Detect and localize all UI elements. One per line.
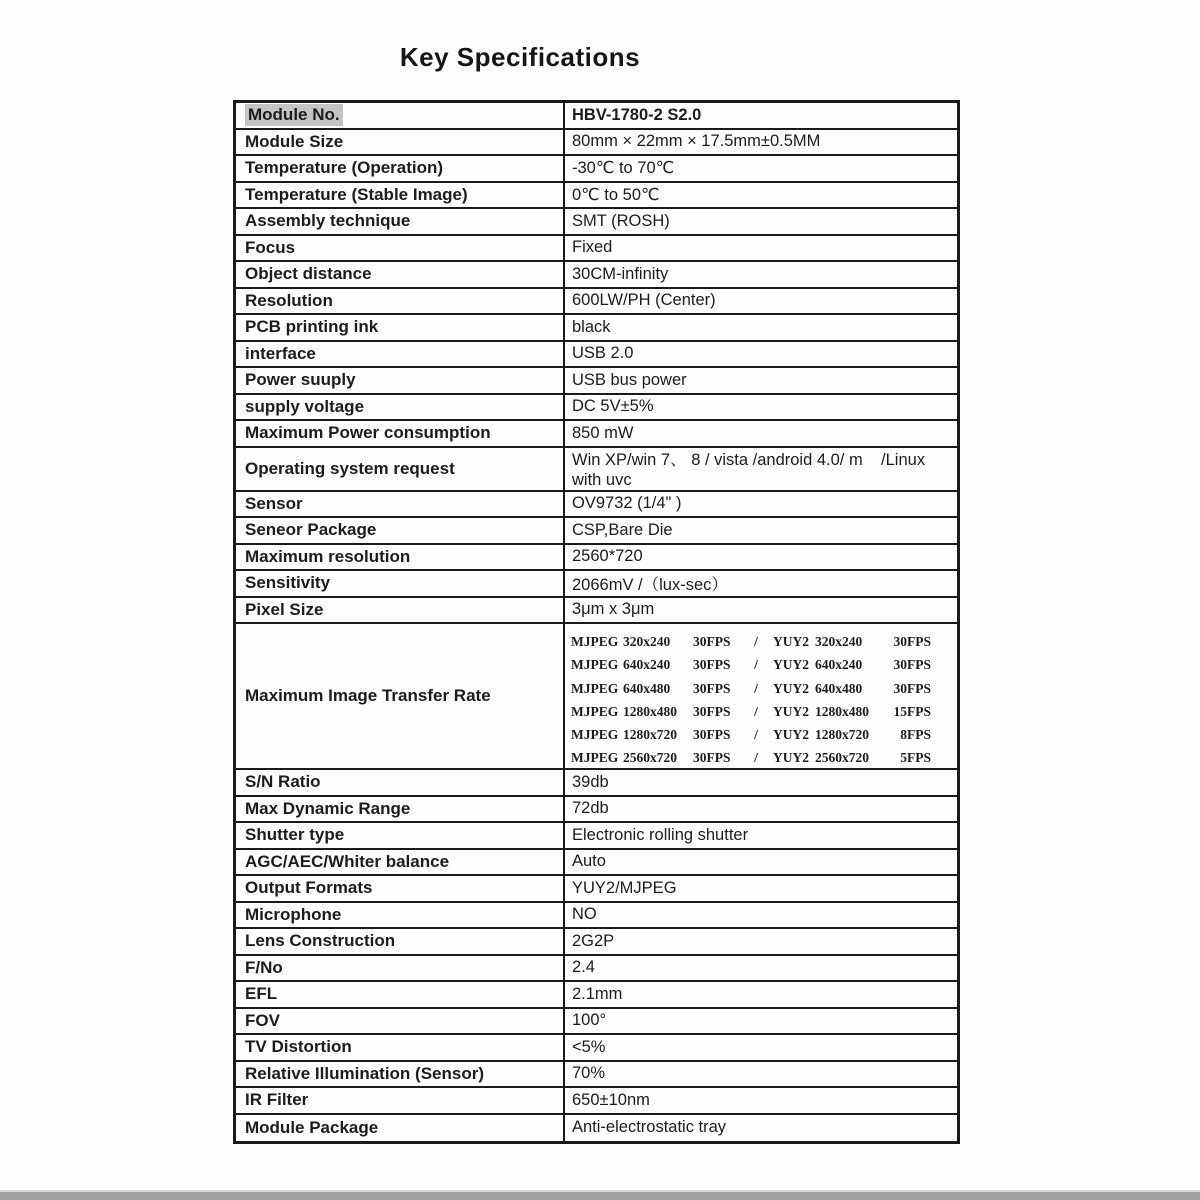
fps-2: 30FPS <box>893 634 931 649</box>
spec-label: Module Size <box>236 130 565 155</box>
resolution-2: 1280x720 <box>815 727 869 743</box>
resolution-2: 1280x480 <box>815 703 869 719</box>
spec-label: PCB printing ink <box>236 315 565 340</box>
spec-value: NO <box>572 905 597 924</box>
spec-value: HBV-1780-2 S2.0 <box>572 105 702 124</box>
spec-value: 39db <box>572 772 609 791</box>
spec-value: YUY2/MJPEG <box>572 878 677 897</box>
spec-label: Maximum resolution <box>236 545 565 570</box>
resolution-1: 2560x720 <box>623 750 677 766</box>
resolution-2: 640x240 <box>815 657 863 673</box>
resolution-1: 1280x480 <box>623 703 677 719</box>
spec-label: Max Dynamic Range <box>236 797 565 822</box>
spec-row-temp-stable <box>236 183 957 210</box>
spec-value: OV9732 (1/4" ) <box>572 494 682 513</box>
format-2: YUY2 <box>773 634 809 649</box>
spec-label: Temperature (Operation) <box>236 156 565 181</box>
spec-value: Fixed <box>572 238 613 257</box>
spec-label: Sensitivity <box>236 571 565 596</box>
spec-value: 30CM-infinity <box>572 264 669 283</box>
spec-value: USB 2.0 <box>572 344 634 363</box>
spec-label: Pixel Size <box>236 598 565 623</box>
format-2: YUY2 <box>773 727 809 743</box>
spec-value: 2.1mm <box>572 984 623 1003</box>
spec-value: SMT (ROSH) <box>572 211 670 230</box>
spec-row-pixel-size <box>236 598 957 625</box>
spec-label: Object distance <box>236 262 565 287</box>
resolution-1: 640x240 <box>623 657 671 673</box>
spec-label: Resolution <box>236 289 565 314</box>
spec-label: Microphone <box>236 903 565 928</box>
resolution-2: 2560x720 <box>815 750 869 766</box>
spec-value: 650±10nm <box>572 1090 650 1109</box>
spec-value: 100° <box>572 1011 607 1030</box>
fps-1: 30FPS <box>693 750 731 766</box>
separator: / <box>754 727 758 743</box>
resolution-1: 640x480 <box>623 680 671 696</box>
format-1: MJPEG <box>571 680 619 696</box>
spec-row-resolution <box>236 289 957 316</box>
fps-1: 30FPS <box>693 657 731 673</box>
fps-2: 5FPS <box>900 750 931 766</box>
spec-value: DC 5V±5% <box>572 397 654 416</box>
spec-label: Seneor Package <box>236 518 565 543</box>
rate-line <box>571 700 953 723</box>
resolution-1: 1280x720 <box>623 727 677 743</box>
spec-row-assembly <box>236 209 957 236</box>
spec-label: EFL <box>236 982 565 1007</box>
spec-row-supply-voltage <box>236 395 957 422</box>
spec-label: TV Distortion <box>236 1035 565 1060</box>
spec-row-pcb-ink <box>236 315 957 342</box>
rate-line <box>571 746 953 769</box>
spec-row-lens-construction <box>236 929 957 956</box>
spec-value: 2.4 <box>572 958 595 977</box>
spec-row-relative-illumination <box>236 1062 957 1089</box>
spec-table <box>233 100 960 1144</box>
spec-label: Temperature (Stable Image) <box>236 183 565 208</box>
spec-row-ir-filter <box>236 1088 957 1115</box>
spec-row-shutter-type <box>236 823 957 850</box>
scan-edge-bar <box>0 1190 1200 1200</box>
spec-value: 80mm × 22mm × 17.5mm±0.5MM <box>572 132 821 151</box>
spec-value: CSP,Bare Die <box>572 520 673 539</box>
spec-row-temp-operation <box>236 156 957 183</box>
separator: / <box>754 703 758 719</box>
spec-label: interface <box>236 342 565 367</box>
spec-row-dynamic-range <box>236 797 957 824</box>
spec-row-efl <box>236 982 957 1009</box>
spec-row-sn-ratio <box>236 770 957 797</box>
spec-value: 72db <box>572 799 609 818</box>
spec-row-power-supply <box>236 368 957 395</box>
spec-row-sensitivity <box>236 571 957 598</box>
rate-line <box>571 630 953 653</box>
spec-value: Win XP/win 7、 8 / vista /android 4.0/ m /Linux with uvc <box>572 450 926 489</box>
separator: / <box>754 634 758 649</box>
spec-label: Focus <box>236 236 565 261</box>
separator: / <box>754 657 758 673</box>
spec-row-object-distance <box>236 262 957 289</box>
page-title: Key Specifications <box>399 42 641 72</box>
spec-row-tv-distortion <box>236 1035 957 1062</box>
transfer-rate-list <box>565 624 957 768</box>
spec-value: black <box>572 317 611 336</box>
spec-label: IR Filter <box>236 1088 565 1113</box>
spec-label: supply voltage <box>236 395 565 420</box>
fps-2: 30FPS <box>893 680 931 696</box>
spec-row-focus <box>236 236 957 263</box>
resolution-1: 320x240 <box>623 634 671 649</box>
spec-row-output-formats <box>236 876 957 903</box>
spec-row-sensor <box>236 492 957 519</box>
spec-label: F/No <box>236 956 565 981</box>
spec-label <box>236 103 565 128</box>
resolution-2: 640x480 <box>815 680 863 696</box>
rate-line <box>571 653 953 676</box>
fps-1: 30FPS <box>693 727 731 743</box>
spec-value: 2066mV /（lux-sec） <box>572 576 728 595</box>
fps-2: 30FPS <box>893 657 931 673</box>
spec-value: Electronic rolling shutter <box>572 825 749 844</box>
spec-row-os-request <box>236 448 957 492</box>
format-1: MJPEG <box>571 657 619 673</box>
format-2: YUY2 <box>773 750 809 766</box>
spec-row-max-power <box>236 421 957 448</box>
resolution-2: 320x240 <box>815 634 863 649</box>
spec-value: Anti-electrostatic tray <box>572 1118 727 1137</box>
spec-label: Operating system request <box>236 448 565 490</box>
spec-row-sensor-package <box>236 518 957 545</box>
spec-label: Assembly technique <box>236 209 565 234</box>
spec-label: Relative Illumination (Sensor) <box>236 1062 565 1087</box>
fps-1: 30FPS <box>693 703 731 719</box>
spec-value: 2G2P <box>572 931 615 950</box>
spec-value: USB bus power <box>572 370 687 389</box>
spec-value: 0℃ to 50℃ <box>572 185 660 204</box>
spec-label: Sensor <box>236 492 565 517</box>
spec-label: Module Package <box>236 1115 565 1142</box>
spec-value: 2560*720 <box>572 547 643 566</box>
separator: / <box>754 680 758 696</box>
format-1: MJPEG <box>571 634 619 649</box>
spec-row-max-resolution <box>236 545 957 572</box>
spec-value: 3μm x 3μm <box>572 600 655 619</box>
spec-value: 600LW/PH (Center) <box>572 291 716 310</box>
spec-value: Auto <box>572 852 606 871</box>
spec-row-microphone <box>236 903 957 930</box>
fps-1: 30FPS <box>693 680 731 696</box>
spec-label: Shutter type <box>236 823 565 848</box>
spec-value: <5% <box>572 1037 606 1056</box>
spec-label: Maximum Image Transfer Rate <box>236 624 565 768</box>
rate-line <box>571 723 953 746</box>
spec-label: Power suuply <box>236 368 565 393</box>
fps-2: 8FPS <box>900 727 931 743</box>
spec-row-transfer-rate <box>236 624 957 770</box>
fps-2: 15FPS <box>893 703 931 719</box>
spec-label: FOV <box>236 1009 565 1034</box>
spec-value: -30℃ to 70℃ <box>572 159 675 178</box>
spec-label: Output Formats <box>236 876 565 901</box>
module-no-highlight: Module No. <box>245 104 343 126</box>
spec-row-agc-aec-wb <box>236 850 957 877</box>
format-2: YUY2 <box>773 657 809 673</box>
rate-line <box>571 677 953 700</box>
format-1: MJPEG <box>571 750 619 766</box>
spec-label: AGC/AEC/Whiter balance <box>236 850 565 875</box>
spec-value: 70% <box>572 1064 606 1083</box>
separator: / <box>754 750 758 766</box>
spec-row-interface <box>236 342 957 369</box>
fps-1: 30FPS <box>693 634 731 649</box>
format-2: YUY2 <box>773 703 809 719</box>
format-1: MJPEG <box>571 703 619 719</box>
spec-row-module-size <box>236 130 957 157</box>
spec-label: Lens Construction <box>236 929 565 954</box>
format-2: YUY2 <box>773 680 809 696</box>
spec-row-module-package <box>236 1115 957 1142</box>
spec-row-module-no <box>236 103 957 130</box>
spec-value: 850 mW <box>572 423 634 442</box>
spec-label: Maximum Power consumption <box>236 421 565 446</box>
spec-row-fov <box>236 1009 957 1036</box>
format-1: MJPEG <box>571 727 619 743</box>
spec-row-fno <box>236 956 957 983</box>
spec-label: S/N Ratio <box>236 770 565 795</box>
